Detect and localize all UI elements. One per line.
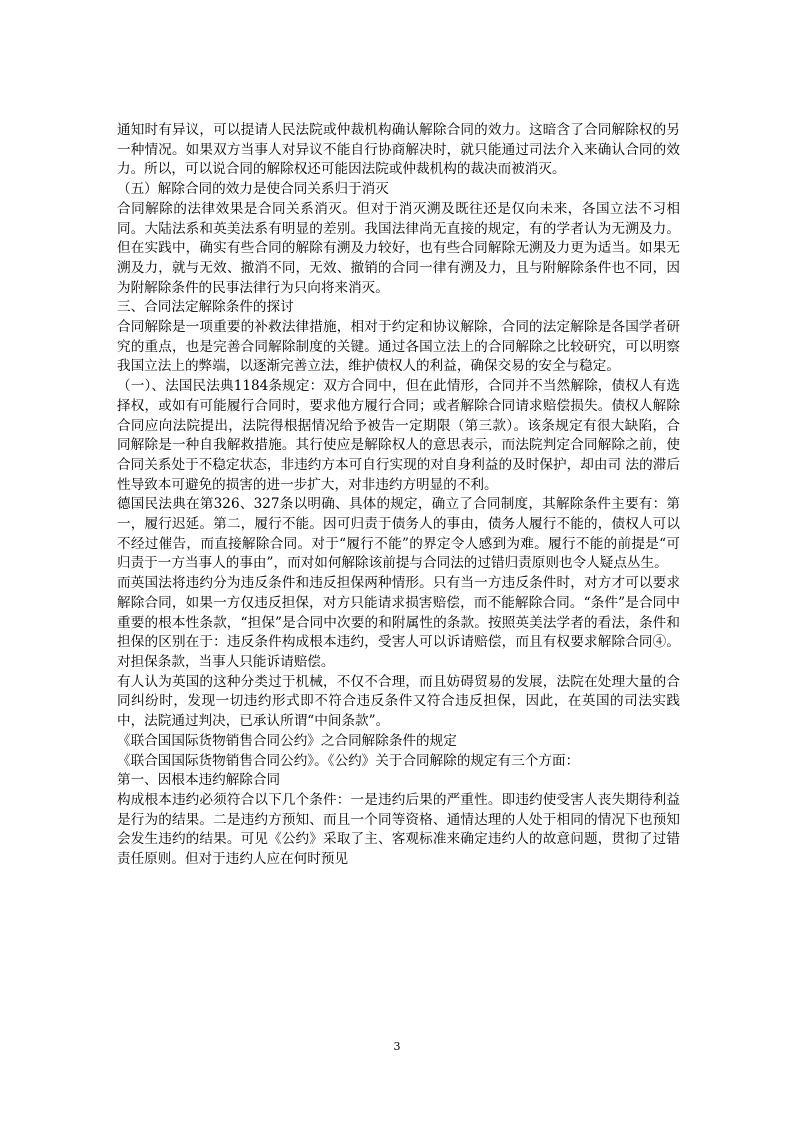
paragraph: 德国民法典在第326、327条以明确、具体的规定，确立了合同制度，其解除条件主要有：第一，履行迟延。第二，履行不能。因可归责于债务人的事由，债务人履行不能的，债权人可以不经过催告，而直接解除合同。对于“履行不能”的界定令人感到为难。履行不能的前提是“可归责于一方当事人的事由”，而对如何解除该前提与合同法的过错归责原则也令人疑点丛生。 — [117, 496, 680, 572]
section-heading: 三、合同法定解除条件的探讨 — [117, 299, 294, 316]
paragraph: 有人认为英国的这种分类过于机械，不仅不合理，而且妨碍贸易的发展，法院在处理大量的合同纠纷时，发现一切违约形式即不符合违反条件又符合违反担保，因此，在英国的司法实践中，法院通过判决，已承认所谓“中间条款”。 — [117, 673, 680, 730]
page-number: 3 — [393, 1040, 401, 1053]
paragraph: 《联合国国际货物销售合同公约》。《公约》关于合同解除的规定有三个方面： — [117, 752, 580, 769]
paragraph: 通知时有异议，可以提请人民法院或仲裁机构确认解除合同的效力。这暗含了合同解除权的另一种情况。如果双方当事人对异议不能自行协商解决时，就只能通过司法介入来确认合同的效力。所以，可以说合同的解除权还可能因法院或仲裁机构的裁决而被消灭。 — [117, 122, 680, 178]
paragraph: 合同解除的法律效果是合同关系消灭。但对于消灭溯及既往还是仅向未来，各国立法不习相同。大陆法系和英美法系有明显的差别。我国法律尚无直接的规定，有的学者认为无溯及力。但在实践中，确实有些合同的解除有溯及力较好，也有些合同解除无溯及力更为适当。如果无溯及力，就与无效、撤消不同，无效、撤销的合同一律有溯及力，且与附解除条件也不同，因为附解除条件的民事法律行为只向将来消灭。 — [117, 200, 680, 296]
paragraph: 而英国法将违约分为违反条件和违反担保两种情形。只有当一方违反条件时，对方才可以要求解除合同，如果一方仅违反担保，对方只能请求损害赔偿，而不能解除合同。“条件”是合同中重要的根本性条款，“担保”是合同中次要的和附属性的条款。按照英美法学者的看法，条件和担保的区别在于：违反条件构成根本违约，受害人可以诉请赔偿，而且有权要求解除合同④。对担保条款，当事人只能诉请赔偿。 — [117, 575, 680, 670]
document-body — [117, 121, 680, 870]
paragraph: 合同解除是一项重要的补救法律措施，相对于约定和协议解除，合同的法定解除是各国学者研究的重点，也是完善合同解除制度的关键。通过各国立法上的合同解除之比较研究，可以明察我国立法上的弊端，以逐渐完善立法，维护债权人的利益，确保交易的安全与稳定。 — [117, 319, 680, 375]
section-heading: （五）解除合同的效力是使合同关系归于消灭 — [117, 181, 389, 198]
paragraph: （一）、法国民法典1184条规定：双方合同中，但在此情形，合同并不当然解除，债权人有选择权，或如有可能履行合同时，要求他方履行合同；或者解除合同请求赔偿损失。债权人解除合同应向法院提出，法院得根据情况给予被告一定期限（第三款）。该条规定有很大缺陷，合同解除是一种自我解救措施。其行使应是解除权人的意思表示，而法院判定合同解除之前，使合同关系处于不稳定状态，非违约方本可自行实现的对自身利益的及时保护，却由司 法的滞后性导致本可避免的损害的进一步扩大，对非违约方明显的不利。 — [117, 378, 680, 493]
paragraph: 构成根本违约必须符合以下几个条件：一是违约后果的严重性。即违约使受害人丧失期待利益是行为的结果。二是违约方预知、而且一个同等资格、通情达理的人处于相同的情况下也预知会发生违约的结果。可见《公约》采取了主、客观标准来确定违约人的故意问题，贯彻了过错责任原则。但对于违约人应在何时预见 — [117, 791, 680, 868]
section-heading: 第一、因根本违约解除合同 — [117, 772, 281, 789]
section-heading: 《联合国国际货物销售合同公约》之合同解除条件的规定 — [117, 732, 457, 749]
